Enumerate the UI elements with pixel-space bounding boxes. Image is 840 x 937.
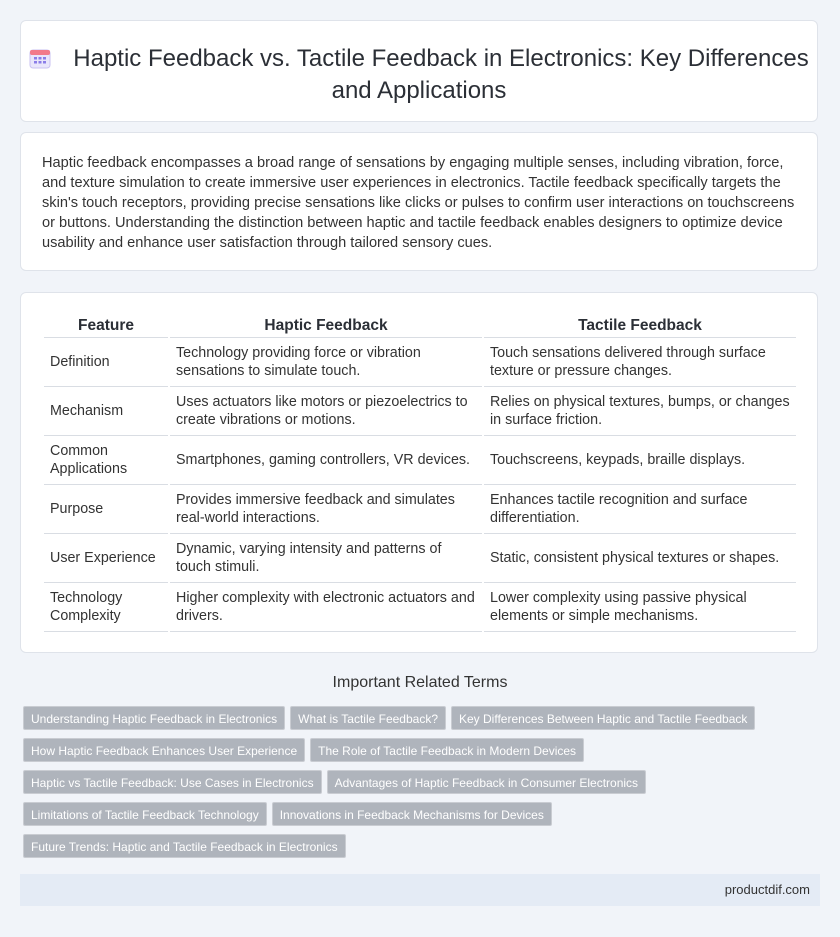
- related-terms-title: Important Related Terms: [332, 674, 508, 691]
- haptic-cell: Higher complexity with electronic actuators and drivers.: [170, 583, 482, 632]
- header-tactile: Tactile Feedback: [484, 315, 796, 338]
- related-term-tag[interactable]: Understanding Haptic Feedback in Electronics: [23, 706, 285, 730]
- feature-cell: Purpose: [44, 485, 168, 534]
- table-row: [44, 534, 796, 583]
- header-haptic: Haptic Feedback: [170, 315, 482, 338]
- related-terms-list: [23, 706, 813, 866]
- footer-site[interactable]: productdif.com: [724, 882, 810, 897]
- tactile-cell: Lower complexity using passive physical elements or simple mechanisms.: [484, 583, 796, 632]
- feature-cell: Definition: [44, 338, 168, 387]
- tactile-cell: Static, consistent physical textures or shapes.: [484, 534, 796, 583]
- feature-cell: Common Applications: [44, 436, 168, 485]
- tactile-cell: Touch sensations delivered through surface texture or pressure changes.: [484, 338, 796, 387]
- table-row: [44, 436, 796, 485]
- haptic-cell: Provides immersive feedback and simulates real-world interactions.: [170, 485, 482, 534]
- haptic-cell: Uses actuators like motors or piezoelectrics to create vibrations or motions.: [170, 387, 482, 436]
- feature-cell: User Experience: [44, 534, 168, 583]
- tactile-cell: Enhances tactile recognition and surface differentiation.: [484, 485, 796, 534]
- intro-card: [20, 132, 818, 271]
- tactile-cell: Touchscreens, keypads, braille displays.: [484, 436, 796, 485]
- related-term-tag[interactable]: Key Differences Between Haptic and Tactile Feedback: [451, 706, 755, 730]
- tactile-cell: Relies on physical textures, bumps, or changes in surface friction.: [484, 387, 796, 436]
- haptic-cell: Smartphones, gaming controllers, VR devices.: [170, 436, 482, 485]
- related-term-tag[interactable]: Haptic vs Tactile Feedback: Use Cases in Electronics: [23, 770, 322, 794]
- table-row: [44, 485, 796, 534]
- page-title-wrap: [21, 44, 817, 105]
- calendar-icon: [29, 47, 51, 76]
- intro-paragraph: Haptic feedback encompasses a broad range of sensations by engaging multiple senses, including vibration, force, and texture simulation to create immersive user experiences in electronics. Tactile feedback specifically targets the skin's touch receptors, providing precise sensations like clicks or pulses to confirm user interactions on touchscreens or buttons. Understanding the distinction between haptic and tactile feedback enables designers to optimize device usability and enhance user satisfaction through tailored sensory cues.: [42, 155, 795, 251]
- page-title: Haptic Feedback vs. Tactile Feedback in Electronics: Key Differences and Applications: [73, 45, 809, 104]
- related-term-tag[interactable]: Limitations of Tactile Feedback Technology: [23, 802, 267, 826]
- haptic-cell: Dynamic, varying intensity and patterns of touch stimuli.: [170, 534, 482, 583]
- table-header-row: [44, 315, 796, 338]
- related-term-tag[interactable]: How Haptic Feedback Enhances User Experience: [23, 738, 305, 762]
- comparison-table: [42, 315, 798, 632]
- related-term-tag[interactable]: Future Trends: Haptic and Tactile Feedback in Electronics: [23, 834, 346, 858]
- related-term-tag[interactable]: The Role of Tactile Feedback in Modern Devices: [310, 738, 584, 762]
- comparison-card: [20, 292, 818, 653]
- table-row: [44, 583, 796, 632]
- table-row: [44, 387, 796, 436]
- footer: [20, 874, 820, 906]
- feature-cell: Mechanism: [44, 387, 168, 436]
- related-term-tag[interactable]: What is Tactile Feedback?: [290, 706, 446, 730]
- header-feature: Feature: [44, 315, 168, 338]
- feature-cell: Technology Complexity: [44, 583, 168, 632]
- haptic-cell: Technology providing force or vibration sensations to simulate touch.: [170, 338, 482, 387]
- related-term-tag[interactable]: Advantages of Haptic Feedback in Consumer Electronics: [327, 770, 647, 794]
- related-term-tag[interactable]: Innovations in Feedback Mechanisms for Devices: [272, 802, 552, 826]
- table-row: [44, 338, 796, 387]
- title-card: [20, 20, 818, 122]
